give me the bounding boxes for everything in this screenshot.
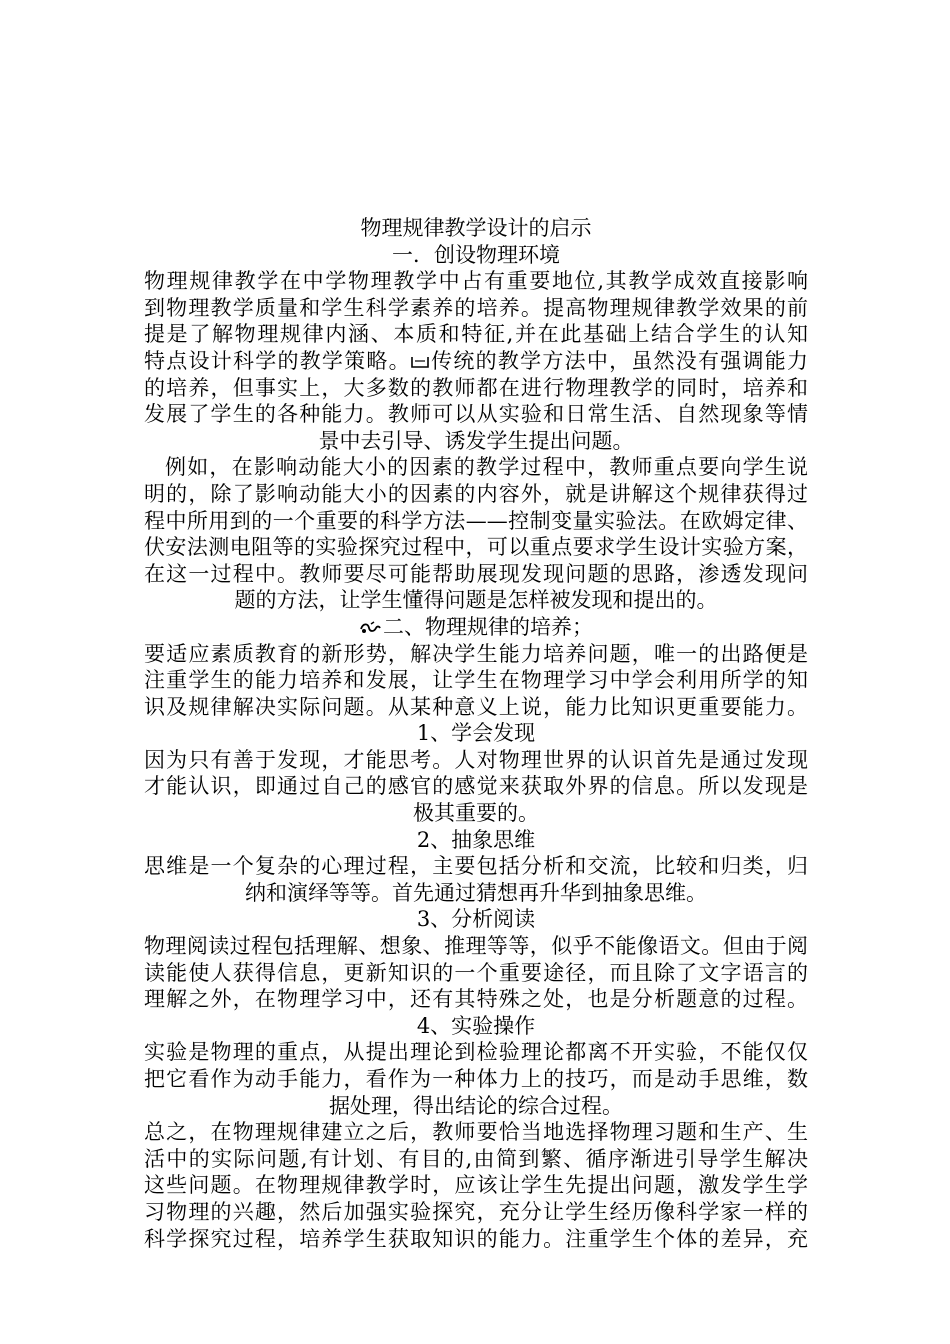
section-heading-2 (144, 614, 808, 641)
text-line: 程中所用到的一个重要的科学方法——控制变量实验法。在欧姆定律、 (144, 508, 808, 533)
text-line: 总之，在物理规律建立之后，教师要恰当地选择物理习题和生产、生 (144, 1120, 808, 1145)
paragraph (144, 268, 808, 454)
section-heading-1: 一．创设物理环境 (392, 242, 560, 267)
paragraph (144, 1119, 808, 1252)
text-line: 明的，除了影响动能大小的因素的内容外，就是讲解这个规律获得过 (144, 481, 808, 506)
bracket-mark-icon (411, 355, 429, 369)
text-line: 景中去引导、诱发学生提出问题。 (318, 428, 634, 453)
text-segment: 特点设计科学的教学策略。 (144, 348, 411, 373)
text-line: 习物理的兴趣，然后加强实验探究，充分让学生经历像科学家一样的 (144, 1199, 808, 1224)
text-line: 据处理，得出结论的综合过程。 (329, 1093, 623, 1118)
text-line: 这些问题。在物理规律教学时，应该让学生先提出问题，激发学生学 (144, 1173, 808, 1198)
text-line: 提是了解物理规律内涵、本质和特征,并在此基础上结合学生的认知 (144, 322, 808, 347)
paragraph (144, 454, 808, 614)
paragraph (144, 933, 808, 1013)
subsection-heading: 4、实验操作 (416, 1013, 536, 1038)
text-line: 理解之外，在物理学习中，还有其特殊之处，也是分析题意的过程。 (144, 987, 808, 1012)
paragraph (144, 641, 808, 721)
paragraph (144, 853, 808, 906)
text-line: 要适应素质教育的新形势，解决学生能力培养问题，唯一的出路便是 (144, 641, 808, 666)
document-title: 物理规律教学设计的启示 (360, 216, 592, 240)
text-line: 物理阅读过程包括理解、想象、推理等等，似乎不能像语文。但由于阅 (144, 934, 808, 959)
text-line: 伏安法测电阻等的实验探究过程中，可以重点要求学生设计实验方案， (144, 535, 808, 560)
text-line: 活中的实际问题,有计划、有目的,由简到繁、循序渐进引导学生解决 (144, 1146, 808, 1171)
text-line: 读能使人获得信息，更新知识的一个重要途径，而且除了文字语言的 (144, 960, 808, 985)
text-line: 到物理教学质量和学生科学素养的培养。提高物理规律教学效果的前 (144, 295, 808, 320)
text-line: 实验是物理的重点，从提出理论到检验理论都离不开实验，不能仅仅 (144, 1040, 808, 1065)
subsection-heading: 3、分析阅读 (416, 907, 536, 932)
text-line: 物理规律教学在中学物理教学中占有重要地位,其教学成效直接影响 (144, 269, 808, 294)
text-line: 注重学生的能力培养和发展，让学生在物理学习中学会利用所学的知 (144, 668, 808, 693)
document-page (144, 215, 808, 1252)
text-line: 科学探究过程，培养学生获取知识的能力。注重学生个体的差异，充 (144, 1226, 808, 1251)
text-line: 的培养，但事实上，大多数的教师都在进行物理教学的同时，培养和 (144, 375, 808, 400)
text-line: 因为只有善于发现，才能思考。人对物理世界的认识首先是通过发现 (144, 747, 808, 772)
heading-text: 二、物理规律的培养； (383, 614, 593, 639)
subsection-heading: 1、学会发现 (416, 721, 536, 746)
text-line: 才能认识，即通过自己的感官的感觉来获取外界的信息。所以发现是 (144, 774, 808, 799)
text-line: 思维是一个复杂的心理过程，主要包括分析和交流，比较和归类，归 (144, 854, 808, 879)
text-line (144, 348, 808, 375)
text-line: 在这一过程中。教师要尽可能帮助展现发现问题的思路，渗透发现问 (144, 561, 808, 586)
text-segment: 传统的教学方法中，虽然没有强调能力 (429, 348, 808, 373)
ornament-icon (359, 620, 381, 636)
text-line: 发展了学生的各种能力。教师可以从实验和日常生活、自然现象等情 (144, 402, 808, 427)
paragraph (144, 747, 808, 827)
text-line: 极其重要的。 (413, 801, 539, 826)
text-line: 例如，在影响动能大小的因素的教学过程中，教师重点要向学生说 (165, 455, 808, 480)
text-line: 题的方法，让学生懂得问题是怎样被发现和提出的。 (234, 588, 718, 613)
text-line: 纳和演绎等等。首先通过猜想再升华到抽象思维。 (245, 880, 707, 905)
text-line: 识及规律解决实际问题。从某种意义上说，能力比知识更重要能力。 (144, 694, 808, 719)
subsection-heading: 2、抽象思维 (416, 827, 536, 852)
text-line: 把它看作为动手能力，看作为一种体力上的技巧，而是动手思维，数 (144, 1067, 808, 1091)
paragraph (144, 1039, 808, 1119)
